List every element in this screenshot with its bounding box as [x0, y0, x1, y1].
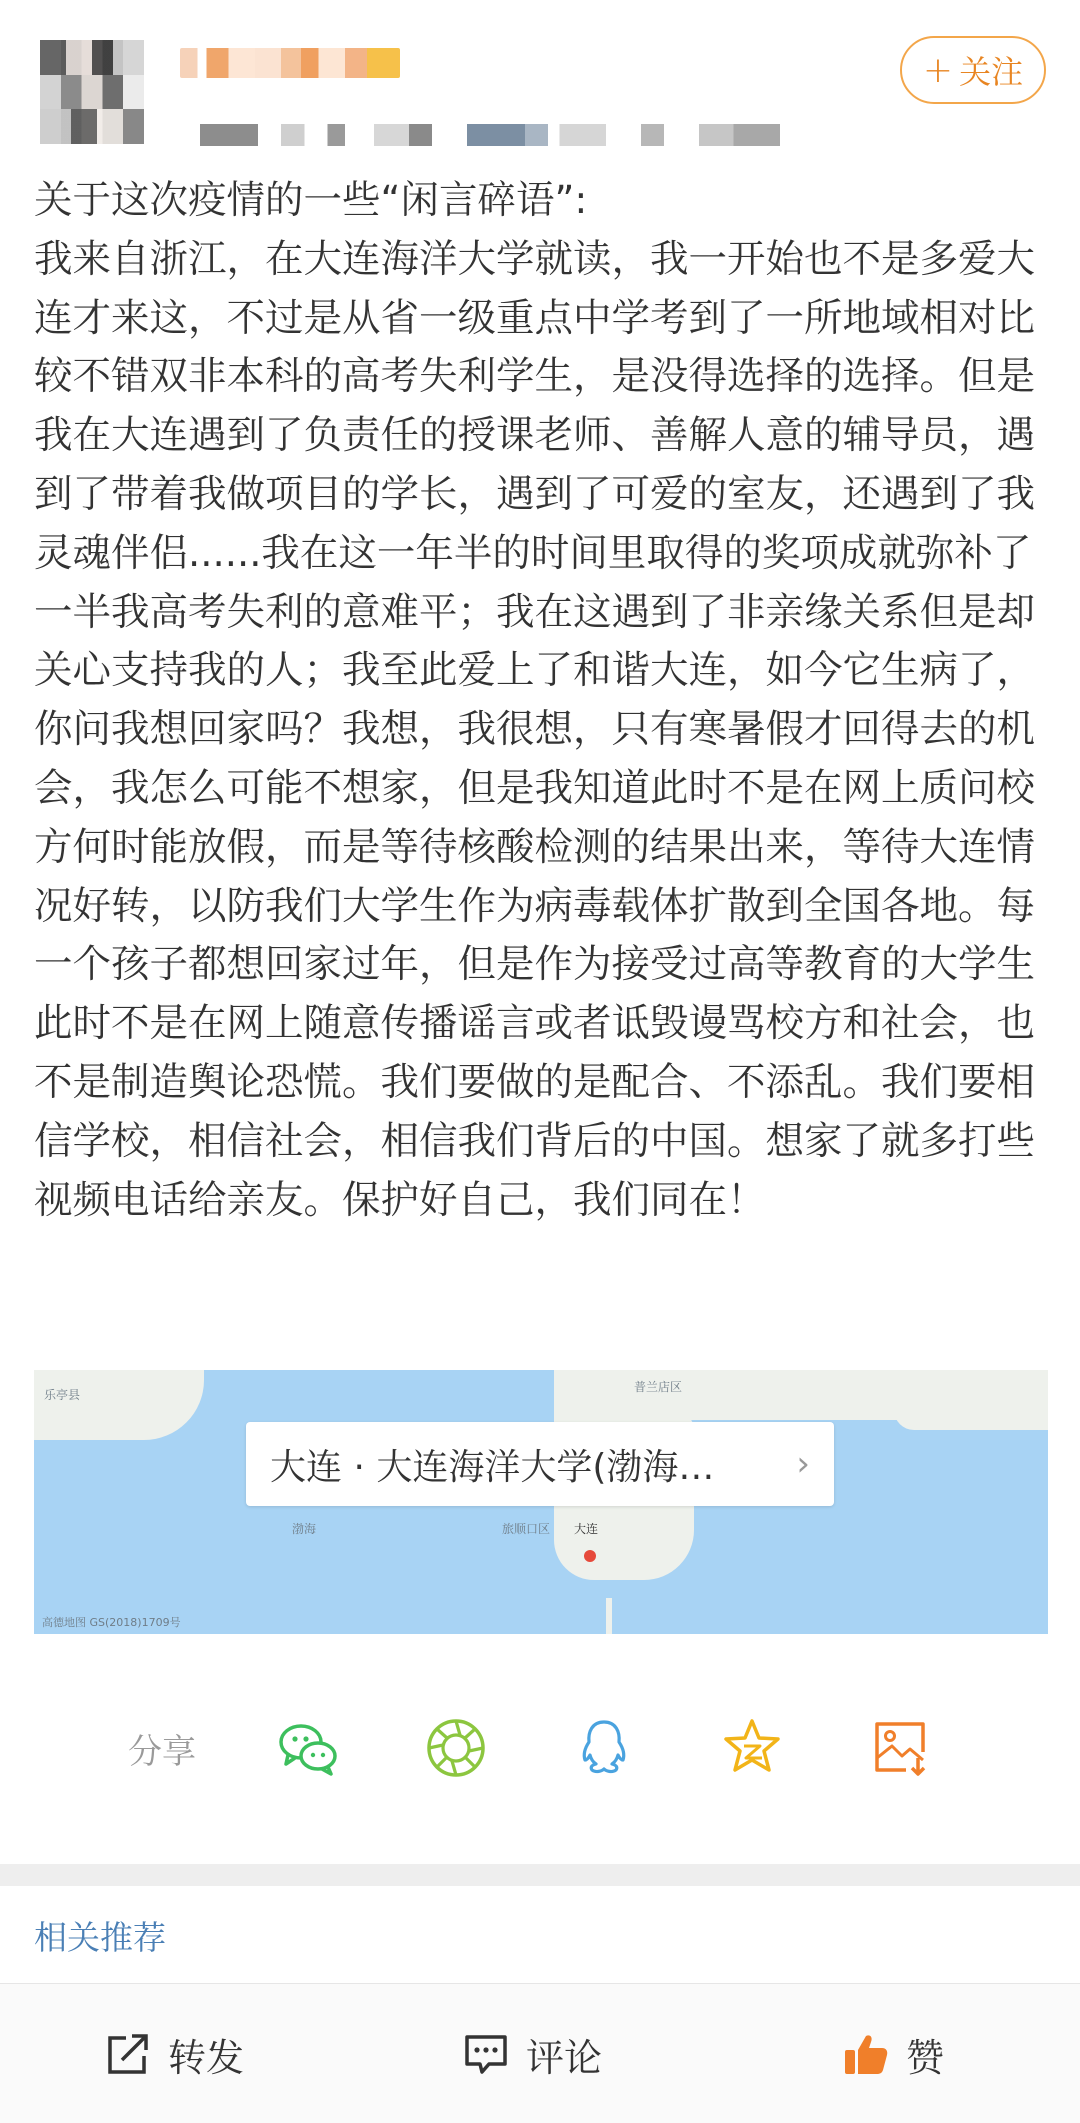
location-map-card[interactable]	[34, 1370, 1048, 1634]
repost-icon	[104, 2030, 152, 2078]
plus-icon: +	[922, 49, 954, 91]
moments-icon[interactable]	[424, 1716, 488, 1780]
comment-label: 评论	[526, 2035, 603, 2080]
map-pin-icon	[584, 1550, 596, 1562]
chevron-right-icon: ›	[796, 1444, 810, 1484]
repost-label: 转发	[168, 2035, 245, 2080]
save-image-icon[interactable]	[868, 1716, 932, 1780]
like-label: 赞	[906, 2035, 945, 2080]
location-tag[interactable]	[246, 1422, 834, 1506]
comment-button[interactable]	[462, 2024, 602, 2084]
post-body-text: 关于这次疫情的一些“闲言碎语”: 我来自浙江，在大连海洋大学就读，我一开始也不是多爱大连才来这，不过是从省一级重点中学考到了一所地域相对比较不错双非本科的高考失利学生，是没得选择的选择。但是我在大连遇到了负责任的授课老师、善解人意的辅导员，遇到了带着我做项目的学长，遇到了可爱的室友，还遇到了我灵魂伴侣......我在这一年半的时间里取得的奖项成就弥补了一半我高考失利的意难平；我在这遇到了非亲缘关系但是却关心支持我的人；我至此爱上了和谐大连，如今它生病了，你问我想回家吗？我想，我很想，只有寒暑假才回得去的机会，我怎么可能不想家，但是我知道此时不是在网上质问校方何时能放假，而是等待核酸检测的结果出来，等待大连情况好转，以防我们大学生作为病毒载体扩散到全国各地。每一个孩子都想回家过年，但是作为接受过高等教育的大学生此时不是在网上随意传播谣言或者诋毁谩骂校方和社会，也不是制造舆论恐慌。我们要做的是配合、不添乱。我们要相信学校，相信社会，相信我们背后的中国。想家了就多打些视频电话给亲友。保护好自己，我们同在！	[34, 178, 1036, 1223]
map-label-leting: 乐亭县	[44, 1388, 81, 1402]
like-button[interactable]	[842, 2024, 944, 2084]
wechat-icon[interactable]	[276, 1716, 340, 1780]
qq-icon[interactable]	[572, 1716, 636, 1780]
map-land-right	[894, 1400, 1048, 1430]
map-label-pulandian: 普兰店区	[634, 1380, 683, 1394]
follow-button[interactable]	[900, 36, 1046, 104]
map-land-left	[34, 1370, 204, 1440]
post-meta-redacted	[200, 124, 780, 146]
share-label: 分享	[128, 1732, 196, 1772]
section-separator	[0, 1864, 1080, 1886]
map-attribution: 高德地图 GS(2018)1709号	[42, 1616, 181, 1629]
map-label-bohai: 渤海	[292, 1522, 317, 1536]
map-island	[606, 1598, 612, 1634]
map-label-dalian: 大连	[574, 1522, 599, 1536]
related-recommendations-link[interactable]: 相关推荐	[34, 1918, 166, 1957]
follow-label: 关注	[959, 53, 1024, 91]
bottom-action-bar	[0, 1983, 1080, 2123]
map-label-lvshun: 旅顺口区	[502, 1522, 551, 1536]
comment-icon	[462, 2030, 510, 2078]
qzone-icon[interactable]	[720, 1716, 784, 1780]
repost-button[interactable]	[104, 2024, 244, 2084]
avatar[interactable]	[40, 40, 144, 144]
location-label: 大连 · 大连海洋大学(渤海…	[270, 1446, 715, 1488]
thumbs-up-icon	[842, 2030, 890, 2078]
username-redacted[interactable]	[180, 48, 400, 78]
